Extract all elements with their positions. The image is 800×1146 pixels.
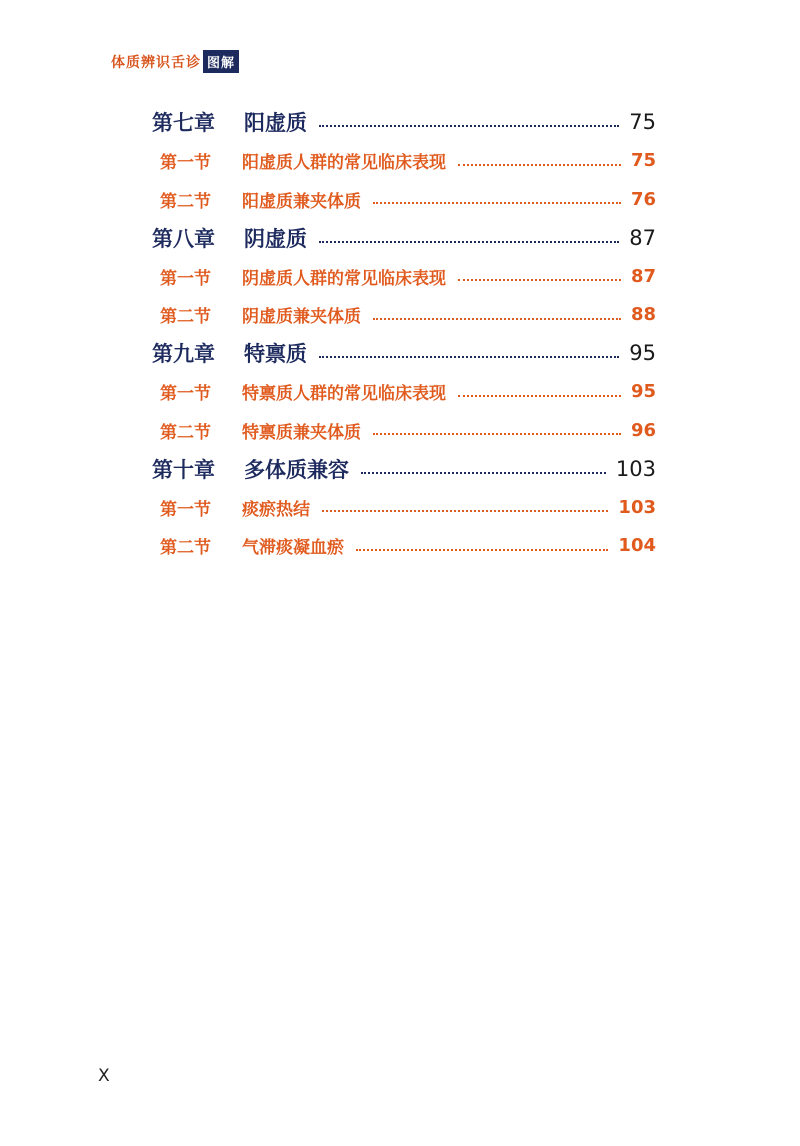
dot-leader <box>322 510 608 512</box>
toc-section[interactable] <box>152 527 656 566</box>
toc-page: 88 <box>630 304 656 326</box>
toc-title: 阴虚质兼夹体质 <box>242 307 361 328</box>
toc-chapter-8[interactable] <box>152 219 656 258</box>
dot-leader <box>458 395 621 397</box>
toc-title: 特禀质兼夹体质 <box>242 422 361 443</box>
toc-number: 第二节 <box>160 538 211 559</box>
toc-page: 87 <box>629 225 656 250</box>
toc-section[interactable] <box>152 257 656 296</box>
toc-section[interactable] <box>152 296 656 335</box>
toc-title: 痰瘀热结 <box>242 499 310 520</box>
toc-number: 第一节 <box>160 499 211 520</box>
toc-page: 96 <box>630 419 656 441</box>
dot-leader <box>361 472 606 474</box>
toc-title: 特禀质 <box>244 341 307 367</box>
toc-title: 阳虚质人群的常见临床表现 <box>242 153 446 174</box>
dot-leader <box>319 241 619 243</box>
dot-leader <box>458 164 621 166</box>
dot-leader <box>356 549 608 551</box>
table-of-contents <box>152 103 656 565</box>
toc-page: 103 <box>618 496 656 518</box>
toc-title: 阴虚质 <box>244 225 307 251</box>
page-number: X <box>98 1066 110 1086</box>
toc-page: 103 <box>615 456 656 481</box>
toc-chapter-7[interactable] <box>152 103 656 142</box>
toc-title: 气滞痰凝血瘀 <box>242 538 344 559</box>
dot-leader <box>319 125 619 127</box>
toc-page: 87 <box>630 265 656 287</box>
toc-number: 第十章 <box>152 456 215 482</box>
toc-number: 第一节 <box>160 153 211 174</box>
toc-number: 第九章 <box>152 341 215 367</box>
toc-page: 95 <box>629 341 656 366</box>
toc-page: 76 <box>630 188 656 210</box>
toc-chapter-10[interactable] <box>152 450 656 489</box>
toc-chapter-9[interactable] <box>152 334 656 373</box>
toc-title: 阴虚质人群的常见临床表现 <box>242 268 446 289</box>
toc-page: 75 <box>629 110 656 135</box>
toc-title: 多体质兼容 <box>244 456 349 482</box>
toc-page: 95 <box>630 381 656 403</box>
toc-section[interactable] <box>152 142 656 181</box>
illustrated-tag: 图解 <box>203 50 239 73</box>
toc-page: 104 <box>618 535 656 557</box>
toc-number: 第二节 <box>160 307 211 328</box>
toc-number: 第一节 <box>160 384 211 405</box>
toc-number: 第八章 <box>152 225 215 251</box>
toc-number: 第七章 <box>152 110 215 136</box>
toc-section[interactable] <box>152 180 656 219</box>
book-title: 体质辨识舌诊 <box>111 54 201 71</box>
dot-leader <box>373 433 621 435</box>
toc-number: 第一节 <box>160 268 211 289</box>
dot-leader <box>458 279 621 281</box>
toc-section[interactable] <box>152 373 656 412</box>
toc-number: 第二节 <box>160 422 211 443</box>
toc-page: 75 <box>630 150 656 172</box>
dot-leader <box>373 318 621 320</box>
dot-leader <box>319 356 619 358</box>
toc-number: 第二节 <box>160 191 211 212</box>
dot-leader <box>373 202 621 204</box>
toc-section[interactable] <box>152 488 656 527</box>
toc-section[interactable] <box>152 411 656 450</box>
toc-title: 阳虚质 <box>244 110 307 136</box>
running-header <box>111 50 239 73</box>
toc-title: 阳虚质兼夹体质 <box>242 191 361 212</box>
toc-title: 特禀质人群的常见临床表现 <box>242 384 446 405</box>
